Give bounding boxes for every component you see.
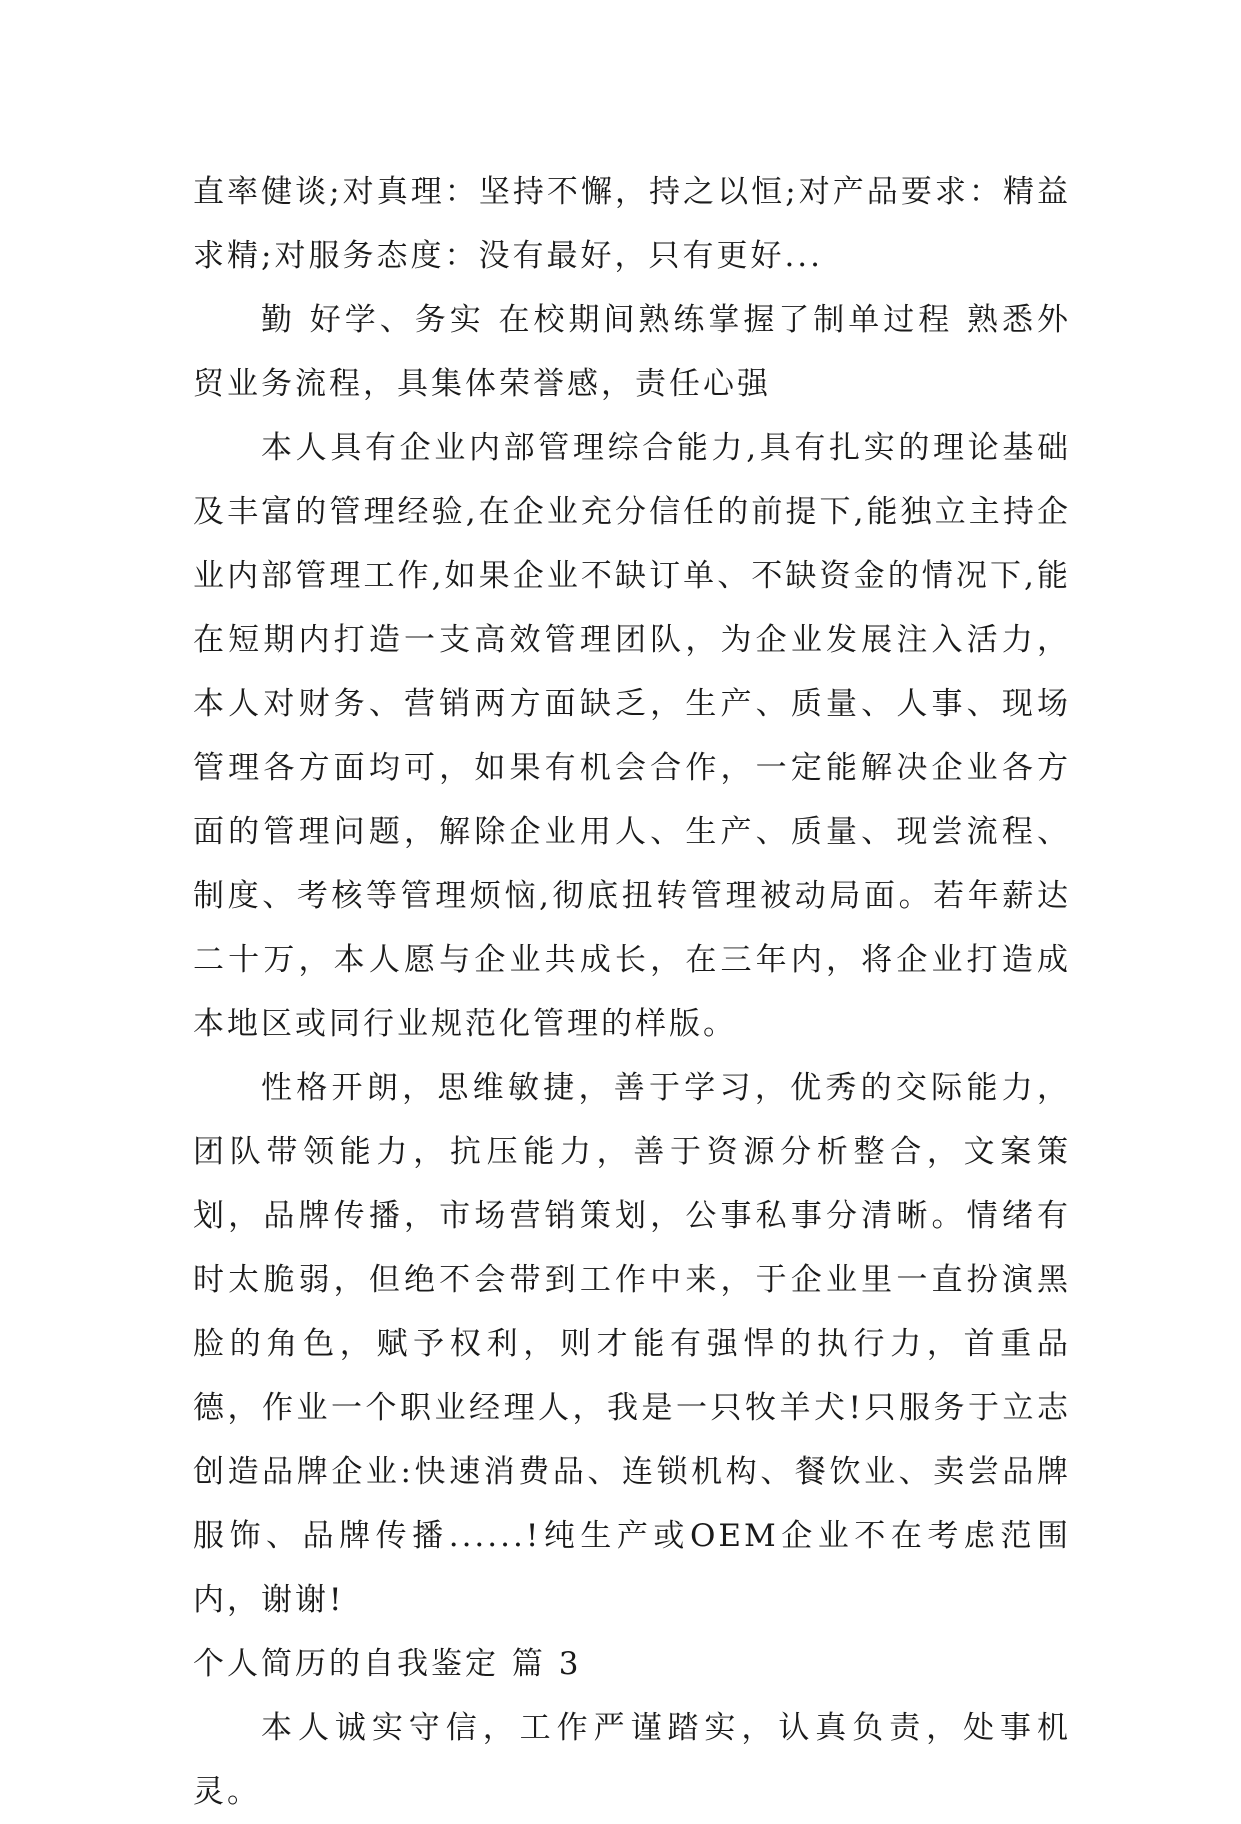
- paragraph-personality: 性格开朗，思维敏捷，善于学习，优秀的交际能力，团队带领能力，抗压能力，善于资源分析整合，文案策划，品牌传播，市场营销策划，公事私事分清晰。情绪有时太脆弱，但绝不会带到工作中来，于企业里一直扮演黑脸的角色，赋予权利，则才能有强悍的执行力，首重品德，作业一个职业经理人，我是一只牧羊犬!只服务于立志创造品牌企业:快速消费品、连锁机构、餐饮业、卖尝品牌服饰、品牌传播......!纯生产或OEM企业不在考虑范围内，谢谢!: [193, 1070, 1071, 1618]
- document-body: [193, 160, 1071, 1824]
- paragraph-work-attitude: 直率健谈;对真理：坚持不懈，持之以恒;对产品要求：精益求精;对服务态度：没有最好，只有更好...: [193, 174, 1071, 274]
- section-heading: 个人简历的自我鉴定 篇 3: [193, 1646, 582, 1682]
- paragraph-study-skills: 勤 好学、务实 在校期间熟练掌握了制单过程 熟悉外贸业务流程，具集体荣誉感，责任心强: [193, 302, 1071, 402]
- paragraph-self-evaluation: 本人诚实守信，工作严谨踏实，认真负责，处事机灵。: [193, 1710, 1071, 1810]
- paragraph-management-ability: 本人具有企业内部管理综合能力,具有扎实的理论基础及丰富的管理经验,在企业充分信任的前提下,能独立主持企业内部管理工作,如果企业不缺订单、不缺资金的情况下,能在短期内打造一支高效管理团队，为企业发展注入活力，本人对财务、营销两方面缺乏，生产、质量、人事、现场管理各方面均可，如果有机会合作，一定能解决企业各方面的管理问题，解除企业用人、生产、质量、现尝流程、制度、考核等管理烦恼,彻底扭转管理被动局面。若年薪达二十万，本人愿与企业共成长，在三年内，将企业打造成本地区或同行业规范化管理的样版。: [193, 430, 1071, 1042]
